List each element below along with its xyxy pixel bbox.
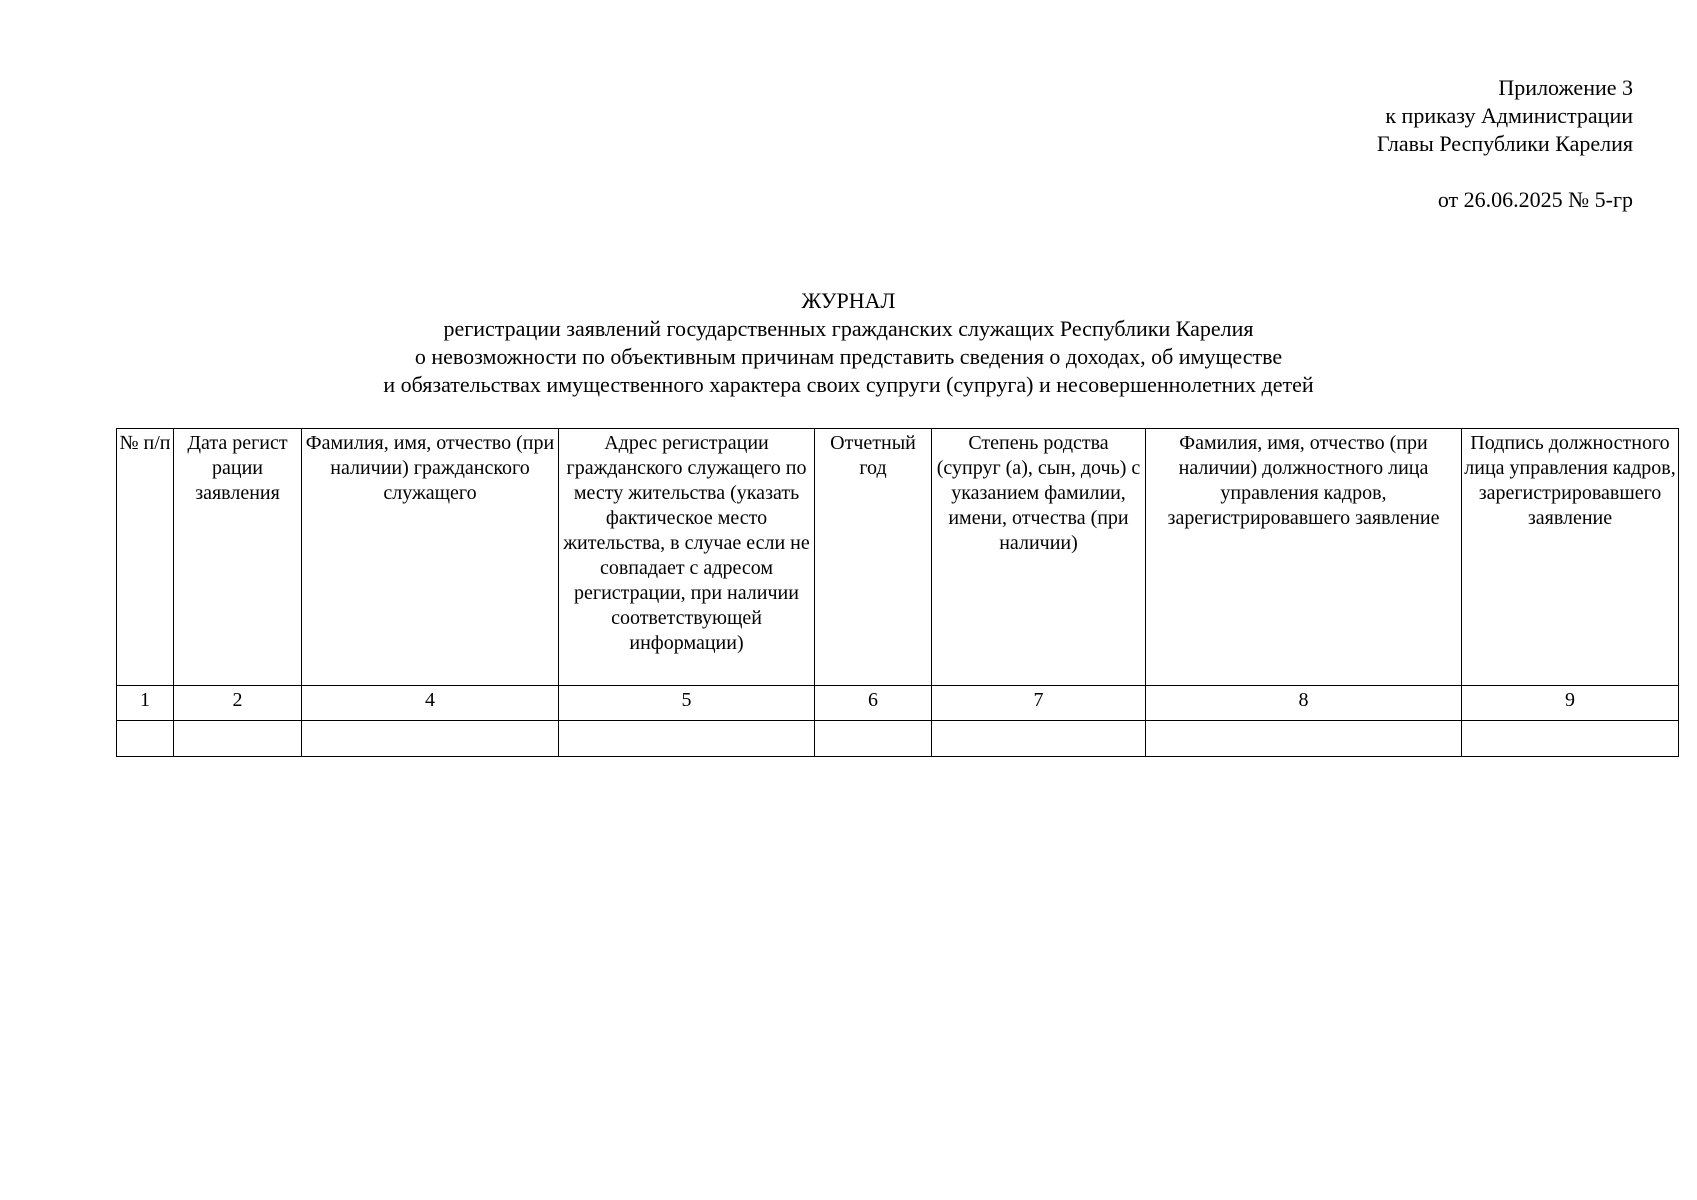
column-number-cell: 7 <box>932 686 1146 721</box>
column-number-cell: 4 <box>302 686 559 721</box>
appendix-line: Приложение 3 <box>1498 75 1633 100</box>
table-column-numbers-row <box>117 686 1679 721</box>
order-date-number: от 26.06.2025 № 5-гр <box>1437 187 1633 212</box>
empty-cell <box>174 721 302 757</box>
registration-journal-table <box>116 428 1679 757</box>
appendix-line: Главы Республики Карелия <box>1376 131 1633 156</box>
column-number-cell: 6 <box>815 686 932 721</box>
empty-cell <box>815 721 932 757</box>
header-cell-reporting-year: Отчетный год <box>815 429 932 686</box>
column-number-cell: 9 <box>1462 686 1679 721</box>
header-cell-hr-officer-signature: Подпись должностного лица управления кадров, зарегистрировавшего заявление <box>1462 429 1679 686</box>
empty-cell <box>302 721 559 757</box>
empty-cell <box>1462 721 1679 757</box>
title-heading: ЖУРНАЛ <box>801 288 896 313</box>
title-line: регистрации заявлений государственных гражданских служащих Республики Карелия <box>443 316 1254 341</box>
header-cell-date: Дата регист рации заявления <box>174 429 302 686</box>
column-number-cell: 2 <box>174 686 302 721</box>
header-cell-address: Адрес регистрации гражданского служащего по месту жительства (указать фактическое место жительства, в случае если не совпадает с адресом регистрации, при наличии соответствующей информации) <box>559 429 815 686</box>
document-title <box>0 287 1697 399</box>
table-header-row <box>117 429 1679 686</box>
column-number-cell: 1 <box>117 686 174 721</box>
header-cell-relationship: Степень родства (супруг (а), сын, дочь) с указанием фамилии, имени, отчества (при наличии) <box>932 429 1146 686</box>
empty-cell <box>932 721 1146 757</box>
column-number-cell: 5 <box>559 686 815 721</box>
header-cell-employee-name: Фамилия, имя, отчество (при наличии) гражданского служащего <box>302 429 559 686</box>
appendix-block <box>1377 74 1633 214</box>
appendix-line: к приказу Администрации <box>1385 103 1633 128</box>
title-line: и обязательствах имущественного характера своих супруги (супруга) и несовершеннолетних детей <box>383 372 1314 397</box>
header-cell-hr-officer-name: Фамилия, имя, отчество (при наличии) должностного лица управления кадров, зарегистрировавшего заявление <box>1146 429 1462 686</box>
empty-cell <box>117 721 174 757</box>
column-number-cell: 8 <box>1146 686 1462 721</box>
header-cell-number: № п/п <box>117 429 174 686</box>
table-empty-row <box>117 721 1679 757</box>
empty-cell <box>559 721 815 757</box>
title-line: о невозможности по объективным причинам представить сведения о доходах, об имуществе <box>414 344 1283 369</box>
empty-cell <box>1146 721 1462 757</box>
